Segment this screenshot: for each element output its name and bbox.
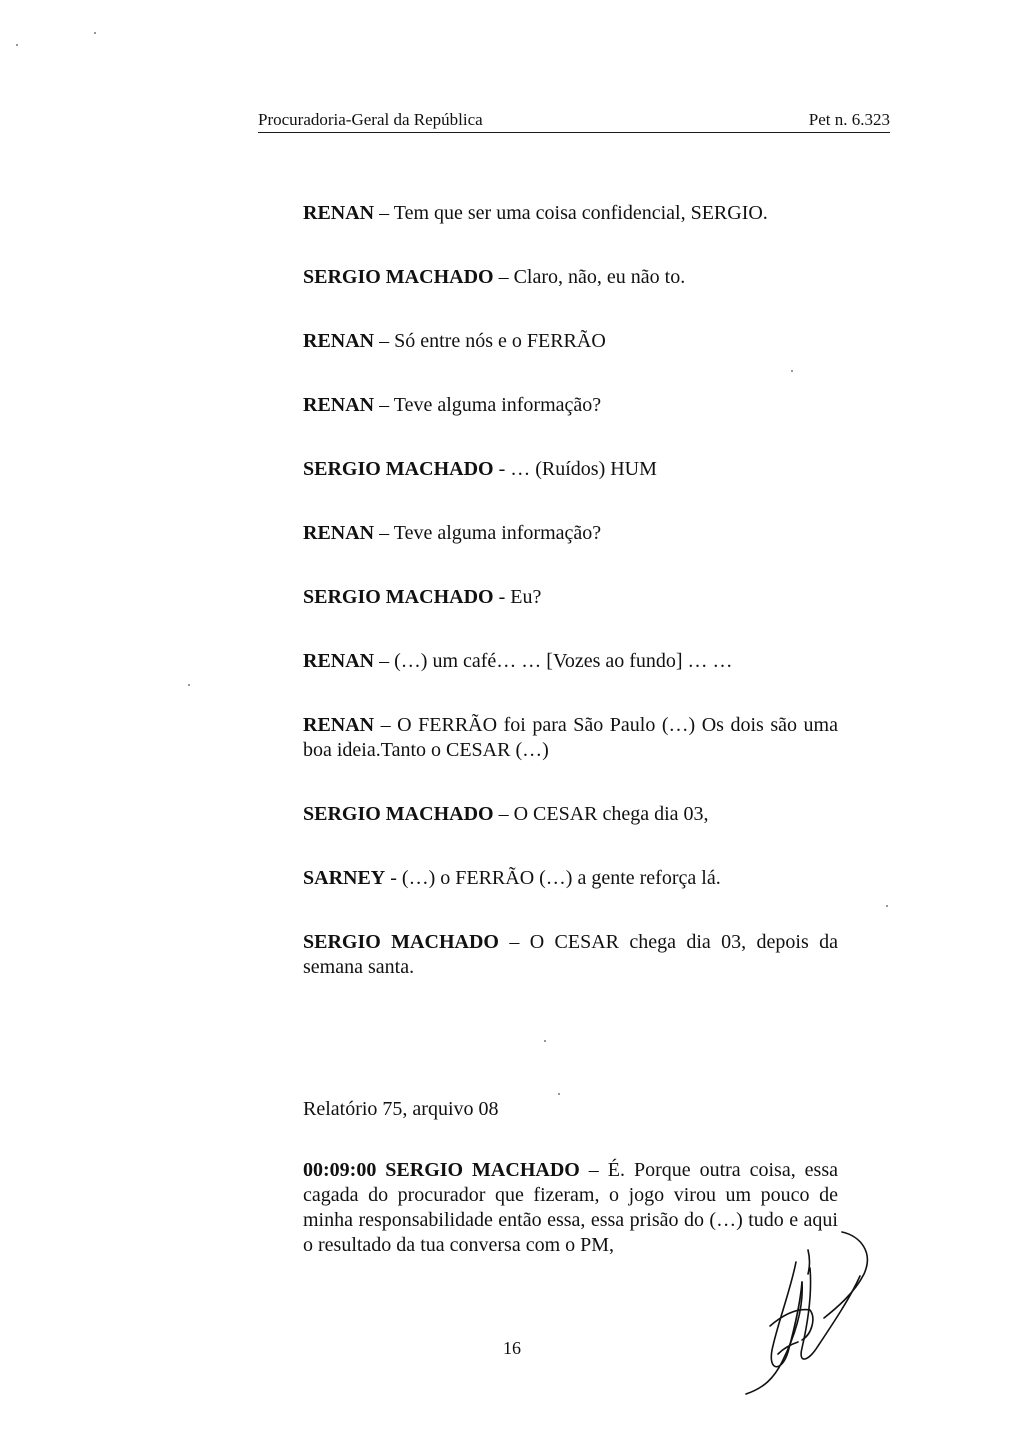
speech-text: – (…) um café… … [Vozes ao fundo] … …: [374, 650, 733, 672]
speaker-name: SARNEY: [303, 867, 386, 889]
scan-speck: [188, 684, 190, 686]
page-header: [258, 108, 890, 133]
speaker-name: SERGIO MACHADO: [303, 458, 494, 480]
scan-speck: [544, 1040, 546, 1042]
page-number: 16: [503, 1338, 521, 1358]
speech-text: - (…) o FERRÃO (…) a gente reforça lá.: [385, 867, 721, 889]
transcript-line: [303, 866, 838, 891]
header-institution: Procuradoria-Geral da República: [258, 110, 483, 129]
speaker-name: RENAN: [303, 202, 375, 224]
speech-text: – Tem que ser uma coisa confidencial, SERGIO.: [374, 202, 768, 224]
header-case-number: Pet n. 6.323: [808, 110, 890, 129]
transcript-line: [303, 393, 838, 418]
speech-text: – O CESAR chega dia 03,: [493, 803, 709, 825]
speech-text: - … (Ruídos) HUM: [493, 458, 657, 480]
section-title: Relatório 75, arquivo 08: [303, 1098, 499, 1120]
speaker-name: RENAN: [303, 650, 375, 672]
speaker-name: SERGIO MACHADO: [303, 931, 499, 953]
transcript-line: [303, 713, 838, 763]
speaker-name: SERGIO MACHADO: [303, 803, 494, 825]
speech-text: – Teve alguma informação?: [374, 394, 602, 416]
speech-text: – O FERRÃO foi para São Paulo (…) Os dois são uma boa ideia.Tanto o CESAR (…): [303, 714, 838, 761]
transcript-line: [303, 265, 838, 290]
speaker-name: SERGIO MACHADO: [303, 586, 494, 608]
timestamp-speaker: 00:09:00 SERGIO MACHADO: [303, 1159, 580, 1181]
speech-text: - Eu?: [493, 586, 542, 608]
transcript-line: [303, 329, 838, 354]
transcript-line: [303, 457, 838, 482]
speaker-name: RENAN: [303, 330, 375, 352]
scan-speck: [94, 32, 96, 34]
scan-speck: [16, 44, 18, 46]
speech-text: – Só entre nós e o FERRÃO: [374, 330, 606, 352]
speech-text: – Claro, não, eu não to.: [493, 266, 686, 288]
scan-speck: [886, 905, 888, 907]
speaker-name: RENAN: [303, 714, 375, 736]
transcript-line: [303, 930, 838, 980]
scan-speck: [558, 1093, 560, 1095]
transcript-line: [303, 649, 838, 674]
transcript-line: [303, 201, 838, 226]
speech-text: – Teve alguma informação?: [374, 522, 602, 544]
speaker-name: SERGIO MACHADO: [303, 266, 494, 288]
speaker-name: RENAN: [303, 522, 375, 544]
speech-text: – O CESAR chega dia 03, depois da semana santa.: [303, 931, 838, 978]
scan-speck: [791, 370, 793, 372]
transcript-line: [303, 521, 838, 546]
transcript-line: [303, 802, 838, 827]
transcript-line: [303, 585, 838, 610]
handwritten-signature: [738, 1222, 878, 1397]
transcript-body: [303, 201, 838, 1258]
speaker-name: RENAN: [303, 394, 375, 416]
speech-text: – É. Porque outra coisa, essa cagada do procurador que fizeram, o jogo virou um pouco de minha responsabilidade então essa, essa prisão do (…) tudo e aqui o resultado da tua conversa com o PM,: [303, 1159, 839, 1256]
